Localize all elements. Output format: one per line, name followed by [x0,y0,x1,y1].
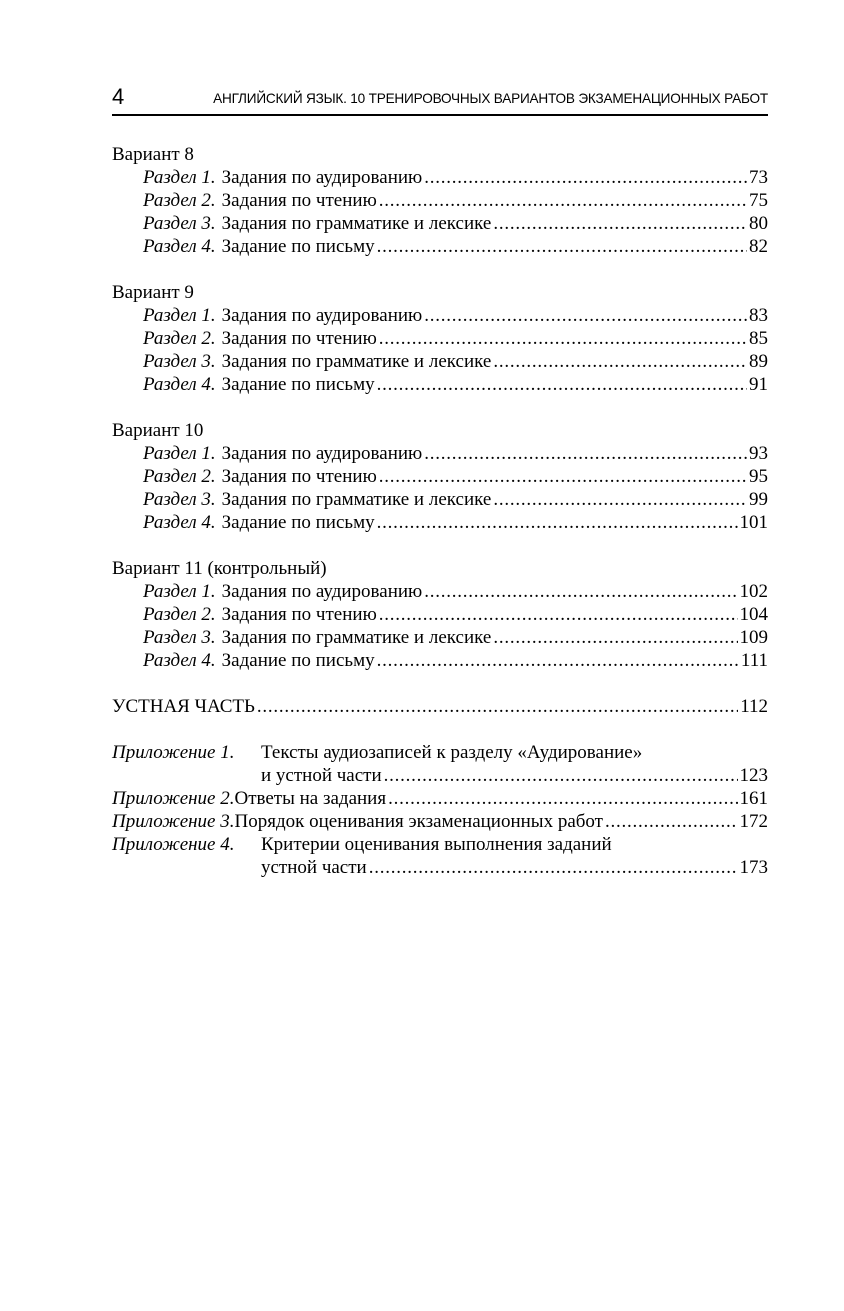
section-label: Раздел [143,512,197,533]
toc-entry-appendix[interactable] [112,810,768,833]
section-title: Задания по чтению [221,466,377,487]
section-label: Раздел [143,627,197,648]
toc-entry[interactable] [112,350,768,373]
section-label: Раздел [143,351,197,372]
toc-entry[interactable] [112,235,768,258]
section-number: 3. [201,213,216,234]
toc-variant [112,557,768,672]
section-title: Задания по грамматике и лексике [221,489,492,510]
leader-dots [424,442,747,465]
section-number: 3. [201,351,216,372]
leader-dots [377,511,738,534]
section-label: Раздел [143,213,197,234]
leader-dots [257,695,738,718]
toc-variant [112,281,768,396]
toc-entry[interactable] [112,327,768,350]
page-ref: 111 [740,650,768,671]
toc-entry-appendix[interactable] [112,787,768,810]
section-number: 4. [201,650,216,671]
section-title: Задания по аудированию [221,167,423,188]
toc-entry[interactable] [112,465,768,488]
page-ref: 161 [739,788,768,809]
appendix-title-cont: и устной части [261,765,382,786]
leader-dots [388,787,737,810]
toc-entry-oral[interactable] [112,695,768,718]
running-title: АНГЛИЙСКИЙ ЯЗЫК. 10 ТРЕНИРОВОЧНЫХ ВАРИАНТОВ ЭКЗАМЕНАЦИОННЫХ РАБОТ [213,91,768,106]
appendix-title: Порядок оценивания экзаменационных работ [234,811,603,832]
leader-dots [493,626,737,649]
section-number: 3. [201,489,216,510]
section-title: Задание по письму [221,236,375,257]
page-ref: 123 [739,765,768,786]
toc-entry[interactable] [112,603,768,626]
section-title: Задания по грамматике и лексике [221,213,492,234]
page-ref: 82 [749,236,768,257]
section-title: Задания по грамматике и лексике [221,627,492,648]
section-label: Раздел [143,443,197,464]
appendix-title: Критерии оценивания выполнения заданий [261,834,612,855]
section-title: Задания по чтению [221,604,377,625]
section-number: 2. [201,328,216,349]
section-title: Задание по письму [221,512,375,533]
section-title: Задание по письму [221,650,375,671]
section-number: 4. [201,374,216,395]
section-label: Раздел [143,167,197,188]
section-label: Раздел [143,581,197,602]
toc-entry[interactable] [112,373,768,396]
toc-entry[interactable] [112,649,768,672]
appendix-title: Тексты аудиозаписей к разделу «Аудирование» [261,742,643,763]
appendix-title-cont: устной части [261,857,367,878]
page-ref: 85 [749,328,768,349]
leader-dots [369,856,738,879]
page-ref: 109 [739,627,768,648]
appendix-title: Ответы на задания [234,788,387,809]
section-title: Задания по чтению [221,190,377,211]
section-label: Раздел [143,650,197,671]
section-number: 1. [201,443,216,464]
leader-dots [379,189,747,212]
page-number: 4 [112,84,125,109]
appendix-label: Приложение [112,834,216,855]
section-label: Раздел [143,190,197,211]
leader-dots [379,327,747,350]
section-number: 2. [201,466,216,487]
appendix-number: 2. [220,788,235,809]
section-title: Задания по аудированию [221,443,423,464]
variant-title: Вариант 9 [112,282,194,303]
leader-dots [605,810,738,833]
section-label: Раздел [143,604,197,625]
section-number: 2. [201,190,216,211]
toc-entry[interactable] [112,212,768,235]
section-number: 4. [201,512,216,533]
appendix-number: 4. [220,834,235,855]
section-label: Раздел [143,236,197,257]
section-number: 1. [201,581,216,602]
toc-entry[interactable] [112,304,768,327]
toc-entry-appendix[interactable] [112,741,768,764]
table-of-contents [112,143,768,879]
variant-title: Вариант 10 [112,420,204,441]
page-ref: 99 [749,489,768,510]
section-number: 3. [201,627,216,648]
toc-entry[interactable] [112,189,768,212]
section-number: 1. [201,167,216,188]
page-ref: 112 [740,696,768,717]
toc-entry[interactable] [112,626,768,649]
leader-dots [424,580,737,603]
section-label: Раздел [143,374,197,395]
toc-entry[interactable] [112,166,768,189]
appendix-number: 3. [220,811,235,832]
page-ref: 173 [739,857,768,878]
leader-dots [424,304,747,327]
page-ref: 101 [739,512,768,533]
toc-entry-appendix[interactable] [112,833,768,856]
leader-dots [377,649,739,672]
section-label: Раздел [143,489,197,510]
page-ref: 102 [739,581,768,602]
toc-entry[interactable] [112,488,768,511]
oral-title: УСТНАЯ ЧАСТЬ [112,696,255,717]
toc-entry[interactable] [112,580,768,603]
variant-title: Вариант 11 (контрольный) [112,558,327,579]
page-ref: 83 [749,305,768,326]
appendices [112,741,768,879]
appendix-label: Приложение [112,742,216,763]
section-label: Раздел [143,466,197,487]
leader-dots [379,465,747,488]
appendix-label: Приложение [112,788,216,809]
section-title: Задания по грамматике и лексике [221,351,492,372]
leader-dots [424,166,747,189]
page-header [112,84,768,116]
toc-entry-appendix-cont[interactable] [112,856,768,879]
page-ref: 75 [749,190,768,211]
section-number: 4. [201,236,216,257]
page-ref: 73 [749,167,768,188]
section-number: 1. [201,305,216,326]
leader-dots [493,350,747,373]
appendix-label: Приложение [112,811,216,832]
toc-entry[interactable] [112,442,768,465]
toc-entry[interactable] [112,511,768,534]
leader-dots [377,373,747,396]
toc-variant [112,419,768,534]
leader-dots [384,764,738,787]
leader-dots [377,235,747,258]
section-number: 2. [201,604,216,625]
page-ref: 91 [749,374,768,395]
section-label: Раздел [143,305,197,326]
section-title: Задание по письму [221,374,375,395]
leader-dots [379,603,738,626]
toc-entry-appendix-cont[interactable] [112,764,768,787]
leader-dots [493,212,747,235]
toc-variant [112,143,768,258]
variant-title: Вариант 8 [112,144,194,165]
section-label: Раздел [143,328,197,349]
section-title: Задания по аудированию [221,305,423,326]
section-title: Задания по аудированию [221,581,423,602]
section-title: Задания по чтению [221,328,377,349]
leader-dots [493,488,747,511]
page-ref: 104 [739,604,768,625]
page-ref: 89 [749,351,768,372]
page-ref: 93 [749,443,768,464]
page-ref: 95 [749,466,768,487]
appendix-number: 1. [220,742,235,763]
page-ref: 172 [739,811,768,832]
page-ref: 80 [749,213,768,234]
